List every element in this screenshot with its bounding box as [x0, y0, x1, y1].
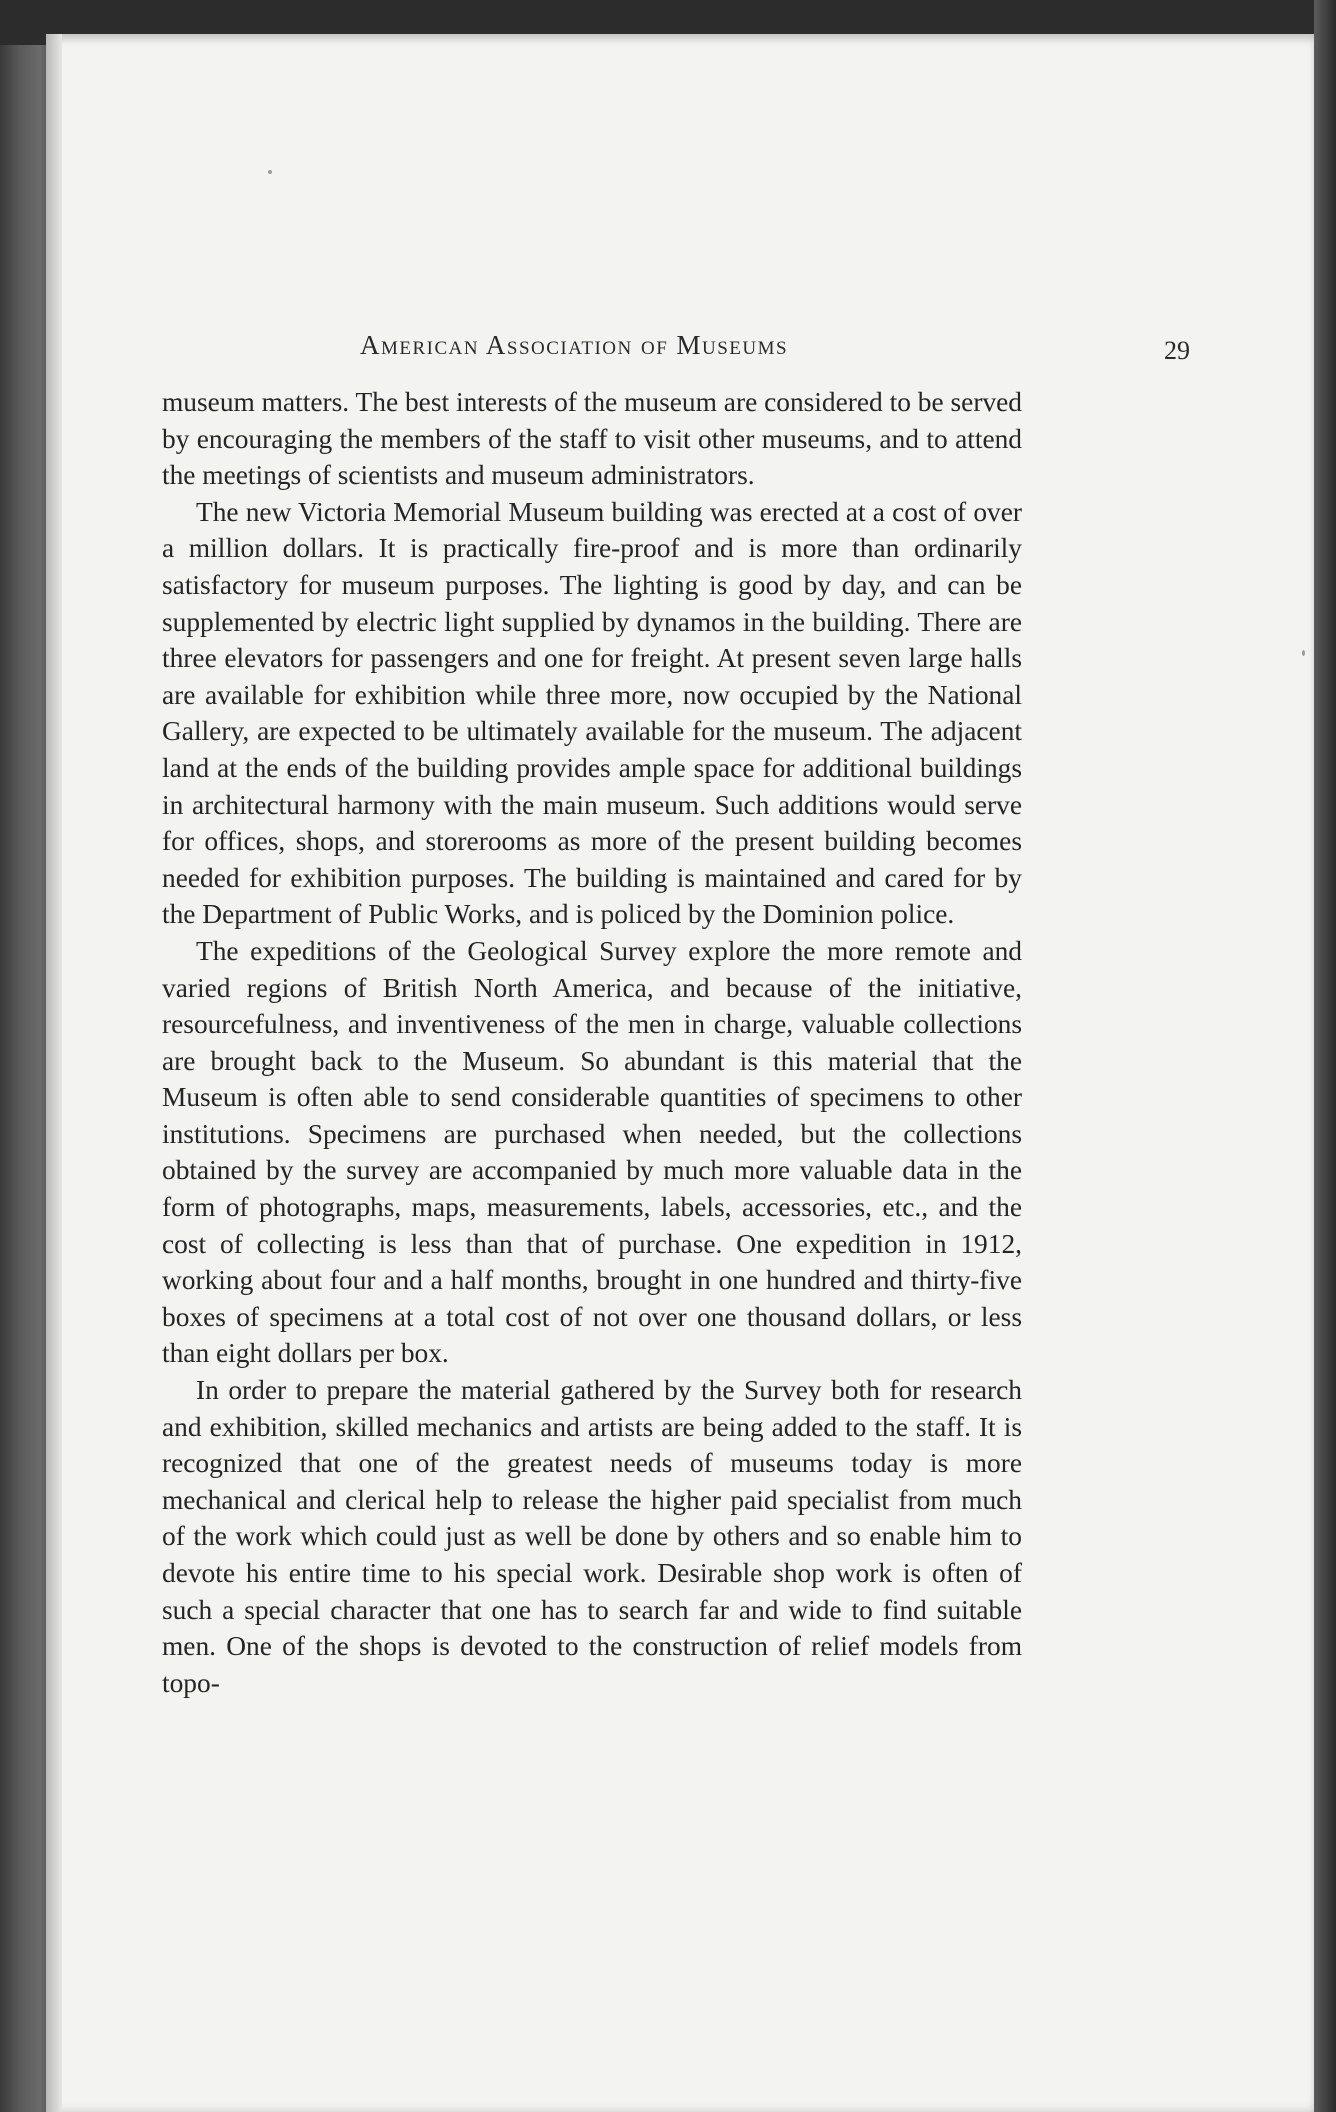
paragraph-1: museum matters. The best interests of the museum are considered to be served by encouraging the members of the staff to visit other museums, and to attend the meetings of scientists and museum administrators.	[162, 387, 1022, 491]
page-number: 29	[1164, 336, 1190, 365]
running-title: American Association of Museums	[360, 330, 789, 360]
dust-speck	[268, 170, 272, 174]
paragraph-3: The expeditions of the Geological Survey explore the more remote and varied regions of British North America, and because of the initiative, resourcefulness, and inventiveness of the men in charge, valuable collections are brought back to the Museum. So abundant is this material that the Museum is often able to send considerable quantities of specimens to other institutions. Specimens are purchased when needed, but the collections obtained by the survey are accompanied by much more valuable data in the form of photographs, maps, measurements, labels, accessories, etc., and the cost of collecting is less than that of purchase. One expedition in 1912, working about four and a half months, brought in one hundred and thirty-five boxes of specimens at a total cost of not over one thousand dollars, or less than eight dollars per box.	[162, 935, 1022, 1369]
scan-right-edge	[1314, 0, 1336, 2112]
paragraph-2: The new Victoria Memorial Museum building was erected at a cost of over a million dollars. It is practically fire-proof and is more than ordinarily satisfactory for museum purposes. The lighting is good by day, and can be supplemented by electric light supplied by dynamos in the building. There are three elevators for passengers and one for freight. At present seven large halls are available for exhibition while three more, now occupied by the National Gallery, are expected to be ultimately available for the museum. The adjacent land at the ends of the building provides ample space for additional buildings in architectural harmony with the main museum. Such additions would serve for offices, shops, and storerooms as more of the present building becomes needed for exhibition purposes. The building is maintained and cared for by the Department of Public Works, and is policed by the Dominion police.	[162, 496, 1022, 930]
page-binding-edge	[46, 34, 62, 2112]
running-head	[180, 326, 1190, 370]
dust-speck	[1302, 650, 1305, 656]
body-text	[162, 384, 1022, 1701]
paragraph-4: In order to prepare the material gathered by the Survey both for research and exhibition, skilled mechanics and artists are being added to the staff. It is recognized that one of the greatest needs of museums today is more mechanical and clerical help to release the higher paid specialist from much of the work which could just as well be done by others and so enable him to devote his entire time to his special work. Desirable shop work is often of such a special character that one has to search far and wide to find suitable men. One of the shops is devoted to the construction of relief models from topo-	[162, 1375, 1022, 1698]
